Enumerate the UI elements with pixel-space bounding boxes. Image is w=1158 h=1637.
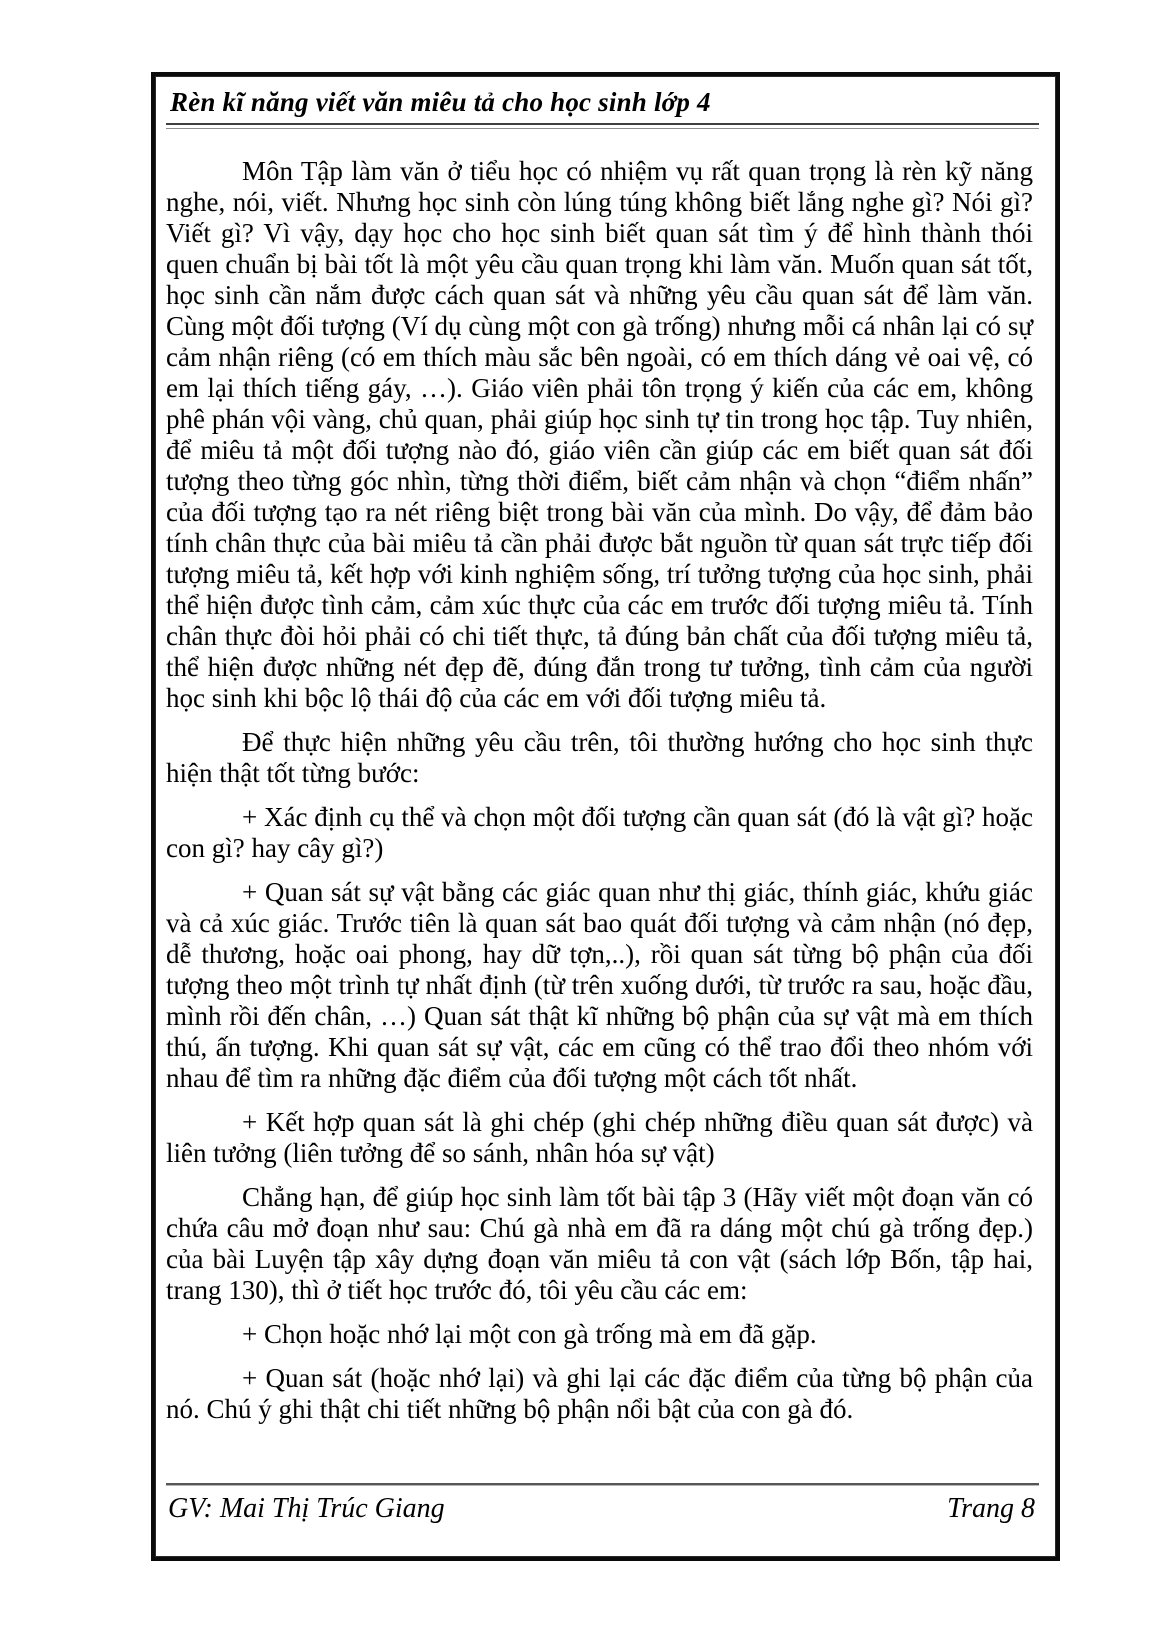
- footer-row: [166, 1486, 1039, 1556]
- paragraph-intro: Môn Tập làm văn ở tiểu học có nhiệm vụ rất quan trọng là rèn kỹ năng nghe, nói, viết. Nhưng học sinh còn lúng túng không biết lắng nghe gì? Nói gì? Viết gì? Vì vậy, dạy học cho học sinh biết quan sát tìm ý để hình thành thói quen chuẩn bị bài tốt là một yêu cầu quan trọng khi làm văn. Muốn quan sát tốt, học sinh cần nắm được cách quan sát và những yêu cầu quan sát để làm văn. Cùng một đối tượng (Ví dụ cùng một con gà trống) nhưng mỗi cá nhân lại có sự cảm nhận riêng (có em thích màu sắc bên ngoài, có em thích dáng vẻ oai vệ, có em lại thích tiếng gáy, …). Giáo viên phải tôn trọng ý kiến của các em, không phê phán vội vàng, chủ quan, phải giúp học sinh tự tin trong học tập. Tuy nhiên, để miêu tả một đối tượng nào đó, giáo viên cần giúp các em biết quan sát đối tượng theo từng góc nhìn, từng thời điểm, biết cảm nhận và chọn “điểm nhấn” của đối tượng tạo ra nét riêng biệt trong bài văn của mình. Do vậy, để đảm bảo tính chân thực của bài miêu tả cần phải được bắt nguồn từ quan sát trực tiếp đối tượng miêu tả, kết hợp với kinh nghiệm sống, trí tưởng tượng của học sinh, phải thể hiện được tình cảm, cảm xúc thực của các em trước đối tượng miêu tả. Tính chân thực đòi hỏi phải có chi tiết thực, tả đúng bản chất của đối tượng miêu tả, thể hiện được những nét đẹp đẽ, đúng đắn trong tư tưởng, tình cảm của người học sinh khi bộc lộ thái độ của các em với đối tượng miêu tả.: [166, 156, 1033, 713]
- paragraph-task-choose: + Chọn hoặc nhớ lại một con gà trống mà em đã gặp.: [242, 1319, 817, 1349]
- page-content-area: [155, 76, 1056, 1557]
- document-body: [166, 156, 1039, 1438]
- paragraph-example: Chẳng hạn, để giúp học sinh làm tốt bài tập 3 (Hãy viết một đoạn văn có chứa câu mở đoạn như sau: Chú gà nhà em đã ra dáng một chú gà trống đẹp.) của bài Luyện tập xây dựng đoạn văn miêu tả con vật (sách lớp Bốn, tập hai, trang 130), thì ở tiết học trước đó, tôi yêu cầu các em:: [166, 1182, 1033, 1305]
- paragraph-step-identify: + Xác định cụ thể và chọn một đối tượng cần quan sát (đó là vật gì? hoặc con gì? hay cây gì?): [166, 802, 1033, 863]
- paragraph-step-notes: + Kết hợp quan sát là ghi chép (ghi chép những điều quan sát được) và liên tưởng (liên tưởng để so sánh, nhân hóa sự vật): [166, 1107, 1033, 1168]
- page-footer: [166, 1483, 1039, 1556]
- paragraph-step-observe: + Quan sát sự vật bằng các giác quan như thị giác, thính giác, khứu giác và cả xúc giác. Trước tiên là quan sát bao quát đối tượng và cảm nhận (nó đẹp, dễ thương, hoặc oai phong, hay dữ tợn,..), rồi quan sát từng bộ phận của đối tượng theo một trình tự nhất định (từ trên xuống dưới, từ trước ra sau, hoặc đầu, mình rồi đến chân, …) Quan sát thật kĩ những bộ phận của sự vật mà em thích thú, ấn tượng. Khi quan sát sự vật, các em cũng có thể trao đổi theo nhóm với nhau để tìm ra những đặc điểm của đối tượng một cách tốt nhất.: [166, 877, 1033, 1093]
- page-header: [166, 84, 1039, 129]
- page-border-frame: [151, 72, 1060, 1561]
- header-rule: [166, 123, 1039, 129]
- paragraph-task-record: + Quan sát (hoặc nhớ lại) và ghi lại các đặc điểm của từng bộ phận của nó. Chú ý ghi thật chi tiết những bộ phận nổi bật của con gà đó.: [166, 1363, 1033, 1424]
- footer-page-number: Trang 8: [947, 1493, 1035, 1524]
- footer-author: GV: Mai Thị Trúc Giang: [168, 1493, 445, 1524]
- paragraph-steps-intro: Để thực hiện những yêu cầu trên, tôi thường hướng cho học sinh thực hiện thật tốt từng bước:: [166, 727, 1033, 788]
- header-title: Rèn kĩ năng viết văn miêu tả cho học sinh lớp 4: [170, 87, 711, 117]
